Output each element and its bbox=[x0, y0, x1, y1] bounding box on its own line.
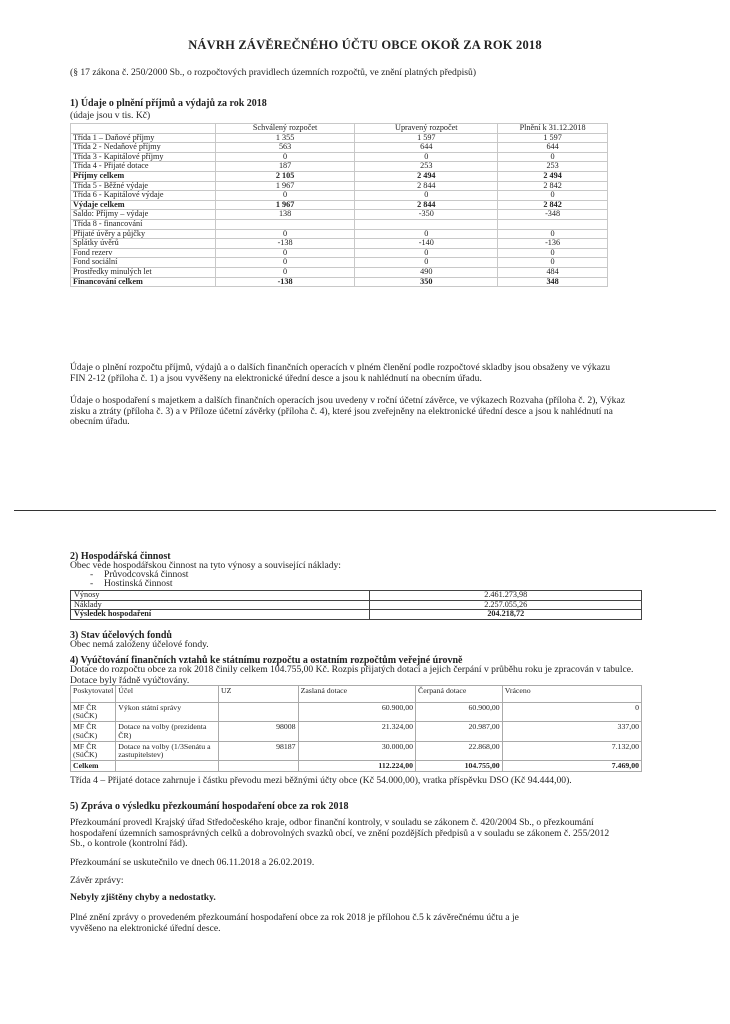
cell-value: -136 bbox=[498, 239, 608, 249]
subsidy-note: Třída 4 – Přijaté dotace zahrnuje i částku převodu mezi běžnými účty obce (Kč 54.000,00), vratka příspěvku DSO (Kč 94.444,00). bbox=[70, 775, 572, 786]
cell-value: 187 bbox=[215, 162, 355, 172]
cell-value: 0 bbox=[498, 191, 608, 201]
section-5-paragraph-1: Přezkoumání provedl Krajský úřad Středočeského kraje, odbor finanční kontroly, v souladu se zákonem č. 420/2004 Sb., o přezkoumání hospodaření územních samosprávných celků a dobrovolných svazků obcí, ve znění pozdějších předpisů a v souladu se zákonem č. 255/2012 Sb., o kontrole (kontrolní řád). bbox=[70, 817, 610, 849]
cell-value: 0 bbox=[355, 191, 498, 201]
section-1-paragraph-1: Údaje o plnění rozpočtu příjmů, výdajů a o dalších finančních operacích v plném členění podle rozpočtové skladby jsou obsaženy ve výkazu FIN 2-12 (příloha č. 1) a jsou vyvěšeny na elektronické úřední desce a jsou k nahlédnutí na obecním úřadu. bbox=[70, 362, 611, 384]
cell-value: 1 355 bbox=[215, 133, 355, 143]
row-label: Výdaje celkem bbox=[71, 200, 216, 210]
cell-value: 20.987,00 bbox=[416, 722, 503, 741]
row-label: Fond sociální bbox=[71, 258, 216, 268]
row-label: Třída 2 - Nedaňové příjmy bbox=[71, 143, 216, 153]
section-2-text: Obec vede hospodářskou činnost na tyto výnosy a související náklady: bbox=[70, 560, 341, 571]
column-header: Vráceno bbox=[502, 686, 641, 703]
cell-value: 0 bbox=[498, 152, 608, 162]
row-label: Splátky úvěrů bbox=[71, 239, 216, 249]
cell-value: 104.755,00 bbox=[416, 761, 503, 772]
row-label: Financování celkem bbox=[71, 277, 216, 287]
cell-value: 60.900,00 bbox=[298, 703, 415, 722]
cell-value bbox=[218, 703, 298, 722]
column-header: Zaslaná dotace bbox=[298, 686, 415, 703]
subsidy-table bbox=[70, 685, 642, 772]
business-result-table bbox=[70, 590, 642, 620]
column-header: Účel bbox=[116, 686, 219, 703]
cell-value: -350 bbox=[355, 210, 498, 220]
cell-value bbox=[218, 761, 298, 772]
conclusion-label: Závěr zprávy: bbox=[70, 875, 124, 886]
total-row bbox=[71, 761, 642, 772]
row-label: Třída 8 - financování bbox=[71, 219, 216, 229]
column-header: Poskytovatel bbox=[71, 686, 116, 703]
cell-value bbox=[116, 761, 219, 772]
cell-value: 98187 bbox=[218, 741, 298, 760]
cell-value: 0 bbox=[498, 229, 608, 239]
cell-value: 490 bbox=[355, 267, 498, 277]
table-row bbox=[71, 143, 608, 153]
cell-value: 2 494 bbox=[355, 171, 498, 181]
row-label: Prostředky minulých let bbox=[71, 267, 216, 277]
table-row bbox=[71, 258, 608, 268]
column-header: Čerpaná dotace bbox=[416, 686, 503, 703]
cell-value bbox=[215, 219, 355, 229]
cell-value: 644 bbox=[498, 143, 608, 153]
table-row bbox=[71, 277, 608, 287]
cell-value: 7.132,00 bbox=[502, 741, 641, 760]
row-label: Fond rezerv bbox=[71, 248, 216, 258]
cell-value: 112.224,00 bbox=[298, 761, 415, 772]
cell-value: 0 bbox=[498, 248, 608, 258]
table-row bbox=[71, 591, 642, 601]
cell-value bbox=[498, 219, 608, 229]
row-label: Třída 6 - Kapitálové výdaje bbox=[71, 191, 216, 201]
cell-value: 2 105 bbox=[215, 171, 355, 181]
section-4-heading: 4) Vyúčtování finančních vztahů ke státnímu rozpočtu a ostatním rozpočtům veřejné úrovně bbox=[70, 655, 463, 666]
review-dates: Přezkoumání se uskutečnilo ve dnech 06.11.2018 a 26.02.2019. bbox=[70, 857, 315, 868]
cell-value: 1 597 bbox=[355, 133, 498, 143]
cell-value: 204.218,72 bbox=[370, 610, 642, 620]
cell-value: 60.900,00 bbox=[416, 703, 503, 722]
row-label: Saldo: Příjmy – výdaje bbox=[71, 210, 216, 220]
section-3-text: Obec nemá založeny účelové fondy. bbox=[70, 639, 209, 650]
cell-value: 0 bbox=[498, 258, 608, 268]
table-row bbox=[71, 600, 642, 610]
units-note: (údaje jsou v tis. Kč) bbox=[70, 110, 151, 121]
cell-value: 0 bbox=[215, 267, 355, 277]
cell-value bbox=[355, 219, 498, 229]
table-row bbox=[71, 267, 608, 277]
budget-table bbox=[70, 123, 608, 287]
column-header bbox=[71, 124, 216, 134]
cell-value: 1 967 bbox=[215, 200, 355, 210]
row-label: Třída 4 - Přijaté dotace bbox=[71, 162, 216, 172]
cell-value: 0 bbox=[355, 152, 498, 162]
row-label: Výsledek hospodaření bbox=[71, 610, 370, 620]
table-row bbox=[71, 219, 608, 229]
cell-value: 348 bbox=[498, 277, 608, 287]
section-3-heading: 3) Stav účelových fondů bbox=[70, 630, 172, 641]
table-row bbox=[71, 229, 608, 239]
cell-value: 0 bbox=[355, 229, 498, 239]
column-header: Upravený rozpočet bbox=[355, 124, 498, 134]
cell-value: 484 bbox=[498, 267, 608, 277]
cell-value: 2 842 bbox=[498, 181, 608, 191]
table-row bbox=[71, 171, 608, 181]
section-5-heading: 5) Zpráva o výsledku přezkoumání hospodaření obce za rok 2018 bbox=[70, 801, 349, 812]
cell-value: 138 bbox=[215, 210, 355, 220]
section-2-heading: 2) Hospodářská činnost bbox=[70, 551, 171, 562]
budget-table-header bbox=[71, 124, 608, 134]
table-row bbox=[71, 191, 608, 201]
row-label: Náklady bbox=[71, 600, 370, 610]
cell-value: 2 844 bbox=[355, 181, 498, 191]
row-label: Třída 3 - Kapitálové příjmy bbox=[71, 152, 216, 162]
cell-value: 0 bbox=[215, 152, 355, 162]
cell-value: 21.324,00 bbox=[298, 722, 415, 741]
row-label: Přijaté úvěry a půjčky bbox=[71, 229, 216, 239]
cell-value: 7.469,00 bbox=[502, 761, 641, 772]
cell-value: 2.461.273,98 bbox=[370, 591, 642, 601]
table-row bbox=[71, 162, 608, 172]
cell-value: 0 bbox=[215, 248, 355, 258]
row-label: Třída 5 - Běžné výdaje bbox=[71, 181, 216, 191]
row-label: MF ČR (SúČK) bbox=[71, 703, 116, 722]
cell-value: 0 bbox=[215, 191, 355, 201]
cell-value: Dotace na volby (1/3Senátu a zastupitelstev) bbox=[116, 741, 219, 760]
intro-text: (§ 17 zákona č. 250/2000 Sb., o rozpočtových pravidlech územních rozpočtů, ve znění platných předpisů) bbox=[70, 67, 477, 78]
cell-value: 22.868,00 bbox=[416, 741, 503, 760]
cell-value: 644 bbox=[355, 143, 498, 153]
row-label: Příjmy celkem bbox=[71, 171, 216, 181]
cell-value: 1 967 bbox=[215, 181, 355, 191]
cell-value: 1 597 bbox=[498, 133, 608, 143]
section-4-text: Dotace do rozpočtu obce za rok 2018 činily celkem 104.755,00 Kč. Rozpis přijatých dotací a jejich čerpání v průběhu roku je zpracován v tabulce. Dotace byly řádně vyúčtovány. bbox=[70, 664, 634, 686]
cell-value: -348 bbox=[498, 210, 608, 220]
cell-value: -140 bbox=[355, 239, 498, 249]
cell-value: 350 bbox=[355, 277, 498, 287]
cell-value: 2 844 bbox=[355, 200, 498, 210]
table-row bbox=[71, 152, 608, 162]
column-header: Plnění k 31.12.2018 bbox=[498, 124, 608, 134]
table-row bbox=[71, 610, 642, 620]
section-1-heading: 1) Údaje o plnění příjmů a výdajů za rok 2018 bbox=[70, 98, 267, 109]
cell-value: 30.000,00 bbox=[298, 741, 415, 760]
table-row bbox=[71, 239, 608, 249]
cell-value: 253 bbox=[355, 162, 498, 172]
cell-value: -138 bbox=[215, 277, 355, 287]
table-row bbox=[71, 703, 642, 722]
section-5-paragraph-5: Plné znění zprávy o provedeném přezkoumání hospodaření obce za rok 2018 je přílohou č.5 k závěrečnému účtu a je vyvěšeno na elektronické úřední desce. bbox=[70, 912, 519, 934]
row-label: MF ČR (SúČK) bbox=[71, 722, 116, 741]
row-label: Třída 1 – Daňové příjmy bbox=[71, 133, 216, 143]
table-row bbox=[71, 200, 608, 210]
table-row bbox=[71, 210, 608, 220]
cell-value: 2.257.055,26 bbox=[370, 600, 642, 610]
table-row bbox=[71, 248, 608, 258]
table-row bbox=[71, 741, 642, 760]
column-header: UZ bbox=[218, 686, 298, 703]
cell-value: 0 bbox=[355, 258, 498, 268]
cell-value: 0 bbox=[215, 229, 355, 239]
cell-value: 0 bbox=[215, 258, 355, 268]
conclusion-text: Nebyly zjištěny chyby a nedostatky. bbox=[70, 892, 216, 903]
cell-value: 0 bbox=[502, 703, 641, 722]
activity-item: - Průvodcovská činnost bbox=[90, 569, 189, 580]
row-label: Výnosy bbox=[71, 591, 370, 601]
cell-value: 563 bbox=[215, 143, 355, 153]
page-title: NÁVRH ZÁVĚREČNÉHO ÚČTU OBCE OKOŘ ZA ROK 2018 bbox=[188, 38, 542, 52]
page-divider bbox=[14, 510, 716, 511]
cell-value: Výkon státní správy bbox=[116, 703, 219, 722]
cell-value: 98008 bbox=[218, 722, 298, 741]
subsidy-table-header bbox=[71, 686, 642, 703]
column-header: Schválený rozpočet bbox=[215, 124, 355, 134]
row-label: Celkem bbox=[71, 761, 116, 772]
cell-value: 337,00 bbox=[502, 722, 641, 741]
cell-value: -138 bbox=[215, 239, 355, 249]
cell-value: 2 842 bbox=[498, 200, 608, 210]
row-label: MF ČR (SúČK) bbox=[71, 741, 116, 760]
activity-item: - Hostinská činnost bbox=[90, 578, 173, 589]
section-1-paragraph-2: Údaje o hospodaření s majetkem a dalších finančních operacích jsou uvedeny v roční účetní závěrce, ve výkazech Rozvaha (příloha č. 2), Výkaz zisku a ztráty (příloha č. 3) a v Příloze účetní závěrky (příloha č. 4), které jsou zveřejněny na elektronické úřední desce a jsou k nahlédnutí na obecním úřadu. bbox=[70, 395, 625, 427]
cell-value: Dotace na volby (prezidenta ČR) bbox=[116, 722, 219, 741]
cell-value: 253 bbox=[498, 162, 608, 172]
cell-value: 0 bbox=[355, 248, 498, 258]
cell-value: 2 494 bbox=[498, 171, 608, 181]
table-row bbox=[71, 722, 642, 741]
